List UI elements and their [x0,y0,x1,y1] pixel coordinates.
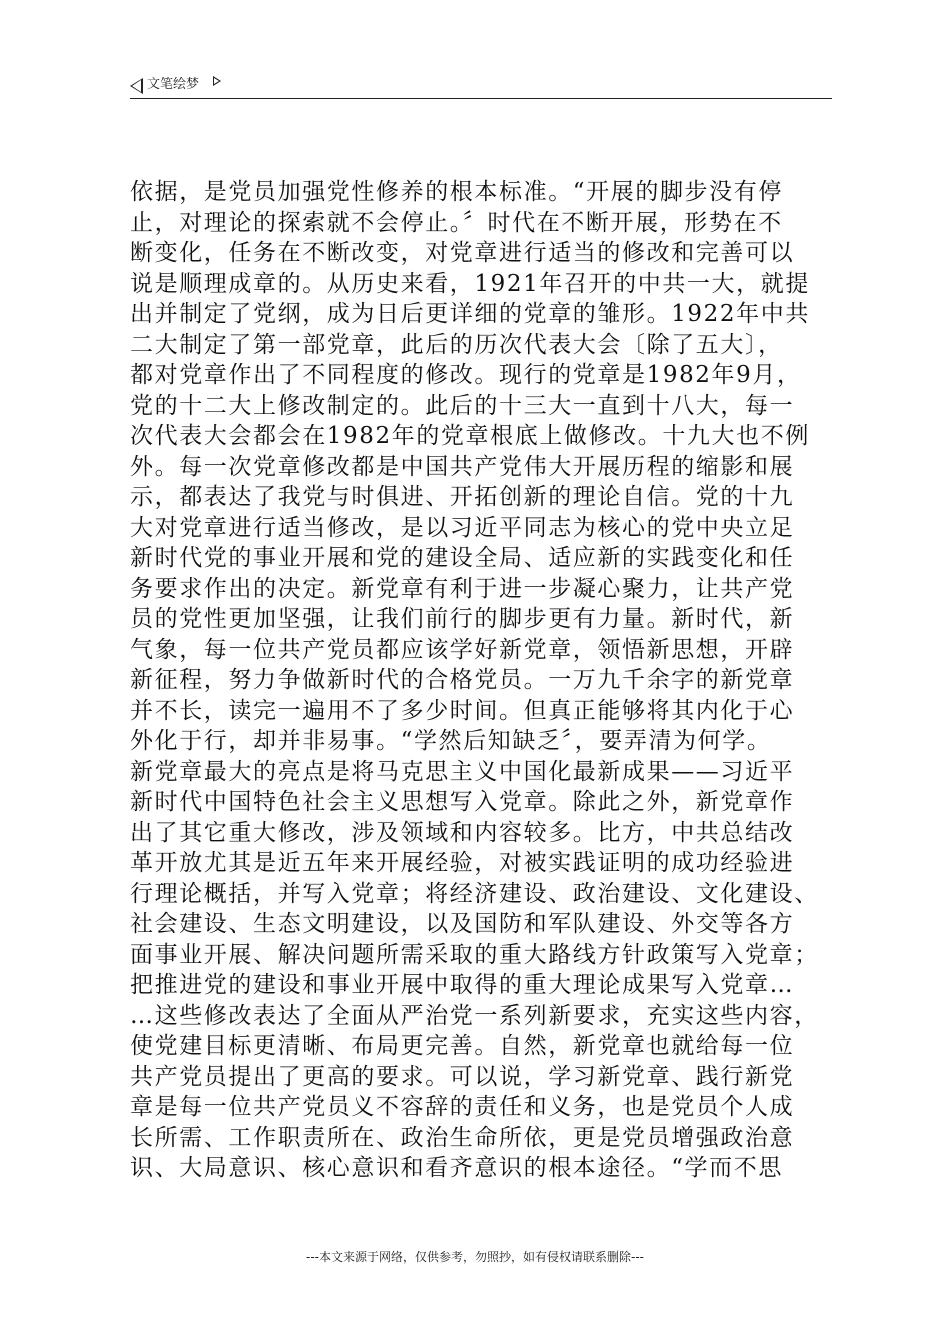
text-line: 说是顺理成章的。从历史来看，1921年召开的中共一大，就提 [130,270,810,297]
text-line: 出了其它重大修改，涉及领域和内容较多。比方，中共总结改 [130,819,795,846]
text-line: 把推进党的建设和事业开展中取得的重大理论成果写入党章… [130,972,795,998]
text-line: 革开放尤其是近五年来开展经验，对被实践证明的成功经验进 [130,850,795,876]
text-line: 外。每一次党章修改都是中国共产党伟大开展历程的缩影和展 [130,453,795,480]
text-line: 新党章最大的亮点是将马克思主义中国化最新成果——习近平 [130,758,795,785]
page-footer: ---本文来源于网络，仅供参考，勿照抄，如有侵权请联系删除--- [306,1250,644,1264]
text-line: 识、大局意识、核心意识和看齐意识的根本途径。“学而不思 [130,1155,783,1181]
text-line: 社会建设、生态文明建设，以及国防和军队建设、外交等各方 [130,911,795,937]
text-line: 二大制定了第一部党章，此后的历次代表大会〔除了五大〕， [130,331,783,358]
text-line: 并不长，读完一遍用不了多少时间。但真正能够将其内化于心 [130,697,795,724]
text-line: 党的十二大上修改制定的。此后的十三大一直到十八大，每一 [130,392,795,419]
text-line: 次代表大会都会在1982年的党章根底上做修改。十九大也不例 [130,423,810,449]
text-line: 都对党章作出了不同程度的修改。现行的党章是1982年9月， [130,362,802,388]
text-line: 气象，每一位共产党员都应该学好新党章，领悟新思想，开辟 [130,636,795,663]
text-line: 面事业开展、解决问题所需采取的重大路线方针政策写入党章； [130,941,819,968]
text-line: 章是每一位共产党员义不容辞的责任和义务，也是党员个人成 [130,1094,795,1120]
body-text [130,177,840,1184]
header-title: 文笔绘梦 [147,77,200,92]
text-line: 大对党章进行适当修改，是以习近平同志为核心的党中央立足 [130,514,795,541]
triangle-right-icon [213,76,221,86]
text-line: 行理论概括，并写入党章；将经济建设、政治建设、文化建设、 [130,880,819,907]
text-line: 新时代中国特色社会主义思想写入党章。除此之外，新党章作 [130,789,795,815]
text-line: 新时代党的事业开展和党的建设全局、适应新的实践变化和任 [130,545,795,571]
text-line: 断变化，任务在不断改变，对党章进行适当的修改和完善可以 [130,240,795,266]
text-line: 务要求作出的决定。新党章有利于进一步凝心聚力，让共产党 [130,575,795,602]
text-line: …这些修改表达了全面从严治党一系列新要求，充实这些内容， [130,1002,819,1029]
text-line: 出并制定了党纲，成为日后更详细的党章的雏形。1922年中共 [130,301,810,327]
text-line: 共产党员提出了更高的要求。可以说，学习新党章、践行新党 [130,1063,795,1090]
text-line: 依据，是党员加强党性修养的根本标准。“开展的脚步没有停 [130,179,783,205]
text-line: 外化于行，却并非易事。“学然后知缺乏〞，要弄清为何学。 [130,728,772,754]
text-line: 止，对理论的探索就不会停止。〞时代在不断开展，形势在不 [130,209,783,236]
text-line: 新征程，努力争做新时代的合格党员。一万九千余字的新党章 [130,667,795,693]
text-line: 使党建目标更清晰、布局更完善。自然，新党章也就给每一位 [130,1033,795,1059]
page-header [130,74,832,99]
text-line: 长所需、工作职责所在、政治生命所依，更是党员增强政治意 [130,1124,795,1151]
triangle-left-icon [130,78,143,94]
text-line: 示，都表达了我党与时俱进、开拓创新的理论自信。党的十九 [130,484,795,510]
text-line: 员的党性更加坚强，让我们前行的脚步更有力量。新时代，新 [130,606,795,632]
